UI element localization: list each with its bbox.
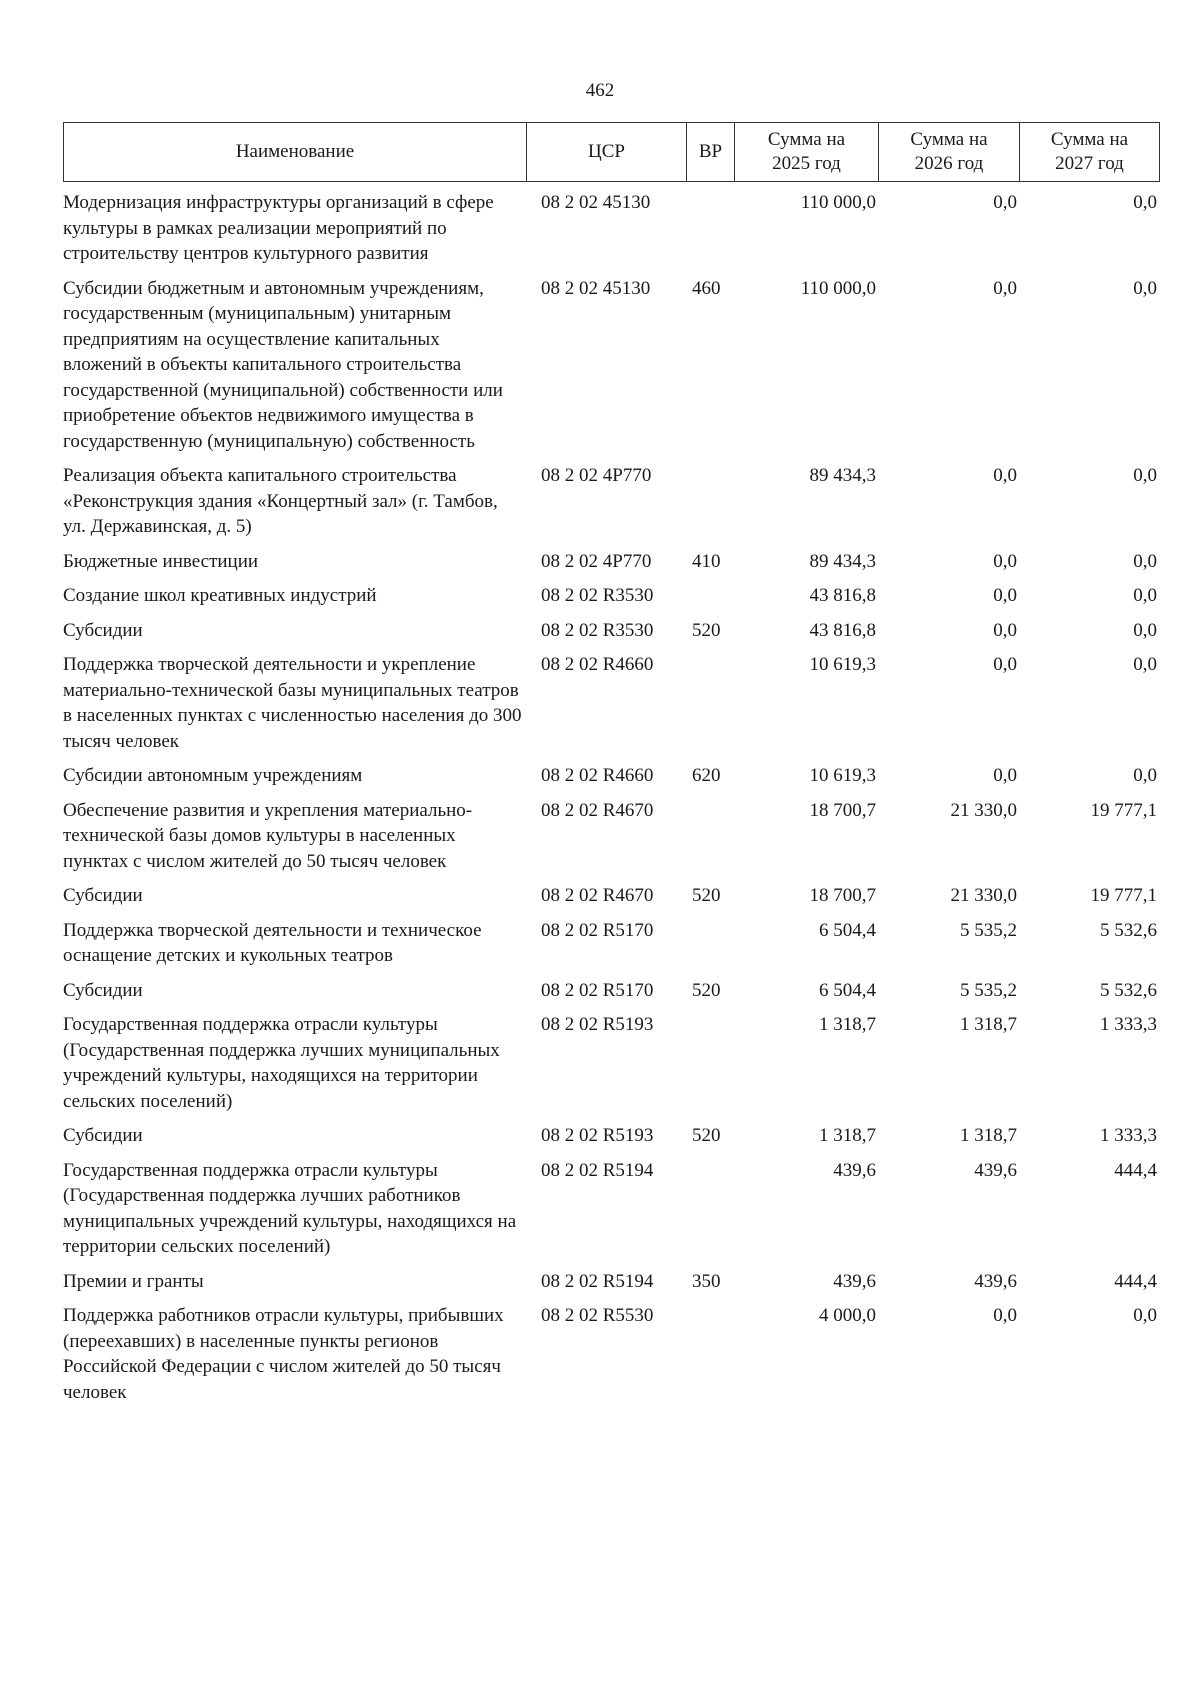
cell-name: Бюджетные инвестиции [63, 550, 259, 572]
cell-sum-2025: 1 318,7 [819, 1125, 876, 1146]
cell-sum-2026: 439,6 [974, 1270, 1017, 1292]
cell-sum-2025: 18 700,7 [809, 885, 876, 906]
cell-sum-2027: 444,4 [1114, 1270, 1157, 1292]
cell-sum-2026: 5 535,2 [960, 979, 1017, 1001]
cell-sum-2026: 5 535,2 [960, 919, 1017, 941]
cell-sum-2025: 6 504,4 [819, 979, 876, 1001]
cell-sum-2025: 89 434,3 [809, 550, 876, 572]
table-row [63, 549, 1159, 584]
cell-csr: 08 2 02 R3530 [541, 585, 654, 606]
cell-vr: 460 [692, 277, 721, 299]
cell-name: Обеспечение развития и укрепления материально-технической базы домов культуры в населенных пунктах с числом жителей до 50 тысяч человек [63, 799, 473, 872]
table-row [63, 883, 1159, 918]
cell-sum-2025: 18 700,7 [809, 799, 876, 821]
cell-vr [686, 1158, 734, 1260]
cell-name: Поддержка творческой деятельности и техническое оснащение детских и кукольных театров [63, 919, 482, 966]
cell-sum-2025: 1 318,7 [819, 1014, 876, 1035]
page-number: 462 [585, 80, 615, 101]
cell-sum-2027: 0,0 [1133, 585, 1157, 606]
cell-sum-2027: 0,0 [1133, 550, 1157, 572]
cell-sum-2027: 5 532,6 [1100, 979, 1157, 1001]
cell-vr [686, 1303, 734, 1405]
cell-sum-2027: 0,0 [1133, 192, 1157, 213]
cell-name: Субсидии [63, 885, 143, 906]
cell-sum-2027: 19 777,1 [1090, 799, 1157, 821]
cell-sum-2025: 110 000,0 [800, 192, 876, 213]
cell-name: Субсидии автономным учреждениям [63, 765, 363, 786]
cell-sum-2025: 6 504,4 [819, 919, 876, 941]
cell-vr: 350 [692, 1270, 721, 1292]
table-row [63, 276, 1159, 464]
cell-name: Субсидии [63, 619, 143, 641]
cell-sum-2025: 439,6 [833, 1270, 876, 1292]
cell-name: Субсидии [63, 1125, 143, 1146]
cell-sum-2025: 10 619,3 [809, 765, 876, 786]
table-row [63, 618, 1159, 653]
cell-csr: 08 2 02 R5193 [541, 1014, 654, 1035]
cell-vr [686, 463, 734, 540]
cell-csr: 08 2 02 4Р770 [541, 465, 652, 486]
cell-csr: 08 2 02 45130 [541, 192, 651, 213]
cell-sum-2027: 0,0 [1133, 1305, 1157, 1326]
table-row [63, 1123, 1159, 1158]
cell-vr: 410 [692, 550, 721, 572]
table-row [63, 1158, 1159, 1269]
cell-sum-2026: 439,6 [974, 1159, 1017, 1181]
cell-sum-2026: 1 318,7 [960, 1014, 1017, 1035]
cell-vr [686, 652, 734, 754]
cell-sum-2026: 0,0 [993, 550, 1017, 572]
table-row [63, 1303, 1159, 1414]
cell-sum-2027: 0,0 [1133, 277, 1157, 299]
table-row [63, 918, 1159, 978]
cell-sum-2026: 0,0 [993, 277, 1017, 299]
cell-vr [686, 583, 734, 609]
cell-csr: 08 2 02 R5170 [541, 979, 654, 1001]
cell-name: Государственная поддержка отрасли культуры (Государственная поддержка лучших муниципальных учреждений культуры, находящихся на территории сельских поселений) [63, 1014, 500, 1112]
cell-vr: 620 [692, 765, 721, 786]
cell-sum-2027: 19 777,1 [1090, 885, 1157, 906]
table-row [63, 798, 1159, 884]
cell-sum-2025: 43 816,8 [809, 585, 876, 606]
header-sum-2025: Сумма на 2025 год [735, 123, 879, 182]
table-row [63, 978, 1159, 1013]
cell-csr: 08 2 02 R4670 [541, 799, 654, 821]
cell-name: Создание школ креативных индустрий [63, 585, 377, 606]
cell-csr: 08 2 02 R5194 [541, 1159, 654, 1181]
cell-sum-2025: 10 619,3 [809, 654, 876, 675]
cell-sum-2025: 110 000,0 [800, 277, 876, 299]
cell-sum-2027: 1 333,3 [1100, 1014, 1157, 1035]
header-name: Наименование [64, 123, 527, 182]
table-body [63, 190, 1159, 1414]
cell-csr: 08 2 02 45130 [541, 277, 651, 299]
cell-vr [686, 190, 734, 267]
cell-name: Субсидии бюджетным и автономным учреждениям, государственным (муниципальным) унитарным предприятиям на осуществление капитальных вложений в объекты капитального строительства государственной (муниципальной) собственности или приобретение объектов недвижимого имущества в государственную (муниципальную) собственность [63, 277, 503, 452]
cell-vr: 520 [692, 885, 721, 906]
cell-sum-2025: 43 816,8 [809, 619, 876, 641]
cell-vr [686, 798, 734, 875]
table-row [63, 1012, 1159, 1123]
cell-vr: 520 [692, 1125, 721, 1146]
cell-name: Премии и гранты [63, 1270, 204, 1292]
cell-sum-2025: 439,6 [833, 1159, 876, 1181]
cell-name: Государственная поддержка отрасли культуры (Государственная поддержка лучших работников муниципальных учреждений культуры, находящихся на территории сельских поселений) [63, 1159, 517, 1257]
cell-name: Субсидии [63, 979, 143, 1001]
cell-vr: 520 [692, 979, 721, 1001]
cell-name: Реализация объекта капитального строительства «Реконструкция здания «Концертный зал» (г. Тамбов, ул. Державинская, д. 5) [63, 465, 498, 537]
table-row [63, 1269, 1159, 1304]
table-row [63, 652, 1159, 763]
cell-sum-2025: 89 434,3 [809, 465, 876, 486]
cell-sum-2026: 0,0 [993, 654, 1017, 675]
header-sum-2027: Сумма на 2027 год [1020, 123, 1160, 182]
cell-sum-2026: 0,0 [993, 765, 1017, 786]
table-header [63, 122, 1160, 182]
cell-csr: 08 2 02 R4660 [541, 654, 654, 675]
cell-csr: 08 2 02 R4660 [541, 765, 654, 786]
cell-csr: 08 2 02 4Р770 [541, 550, 652, 572]
cell-sum-2026: 0,0 [993, 619, 1017, 641]
table-row [63, 583, 1159, 618]
cell-vr [686, 918, 734, 969]
table-row [63, 190, 1159, 276]
header-vr: ВР [687, 123, 735, 182]
cell-sum-2027: 1 333,3 [1100, 1125, 1157, 1146]
header-sum-2026: Сумма на 2026 год [879, 123, 1020, 182]
cell-name: Поддержка работников отрасли культуры, прибывших (переехавших) в населенные пункты регионов Российской Федерации с числом жителей до 50 тысяч человек [63, 1305, 504, 1403]
table-row [63, 763, 1159, 798]
cell-sum-2026: 0,0 [993, 465, 1017, 486]
cell-vr: 520 [692, 619, 721, 641]
cell-csr: 08 2 02 R5193 [541, 1125, 654, 1146]
cell-csr: 08 2 02 R5530 [541, 1305, 654, 1326]
header-csr: ЦСР [527, 123, 687, 182]
cell-csr: 08 2 02 R3530 [541, 619, 654, 641]
cell-sum-2027: 5 532,6 [1100, 919, 1157, 941]
cell-csr: 08 2 02 R5194 [541, 1270, 654, 1292]
cell-name: Поддержка творческой деятельности и укрепление материально-технической базы муниципальных театров в населенных пунктах с численностью населения до 300 тысяч человек [63, 654, 522, 752]
cell-sum-2026: 0,0 [993, 1305, 1017, 1326]
cell-csr: 08 2 02 R5170 [541, 919, 654, 941]
cell-sum-2027: 0,0 [1133, 765, 1157, 786]
cell-name: Модернизация инфраструктуры организаций в сфере культуры в рамках реализации мероприятий по строительству центров культурного развития [63, 192, 494, 264]
cell-sum-2026: 0,0 [993, 585, 1017, 606]
cell-sum-2026: 21 330,0 [950, 799, 1017, 821]
cell-sum-2027: 444,4 [1114, 1159, 1157, 1181]
cell-sum-2027: 0,0 [1133, 465, 1157, 486]
cell-sum-2025: 4 000,0 [819, 1305, 876, 1326]
table-row [63, 463, 1159, 549]
cell-sum-2026: 21 330,0 [950, 885, 1017, 906]
cell-csr: 08 2 02 R4670 [541, 885, 654, 906]
cell-sum-2027: 0,0 [1133, 619, 1157, 641]
cell-sum-2027: 0,0 [1133, 654, 1157, 675]
cell-sum-2026: 1 318,7 [960, 1125, 1017, 1146]
cell-sum-2026: 0,0 [993, 192, 1017, 213]
cell-vr [686, 1012, 734, 1114]
